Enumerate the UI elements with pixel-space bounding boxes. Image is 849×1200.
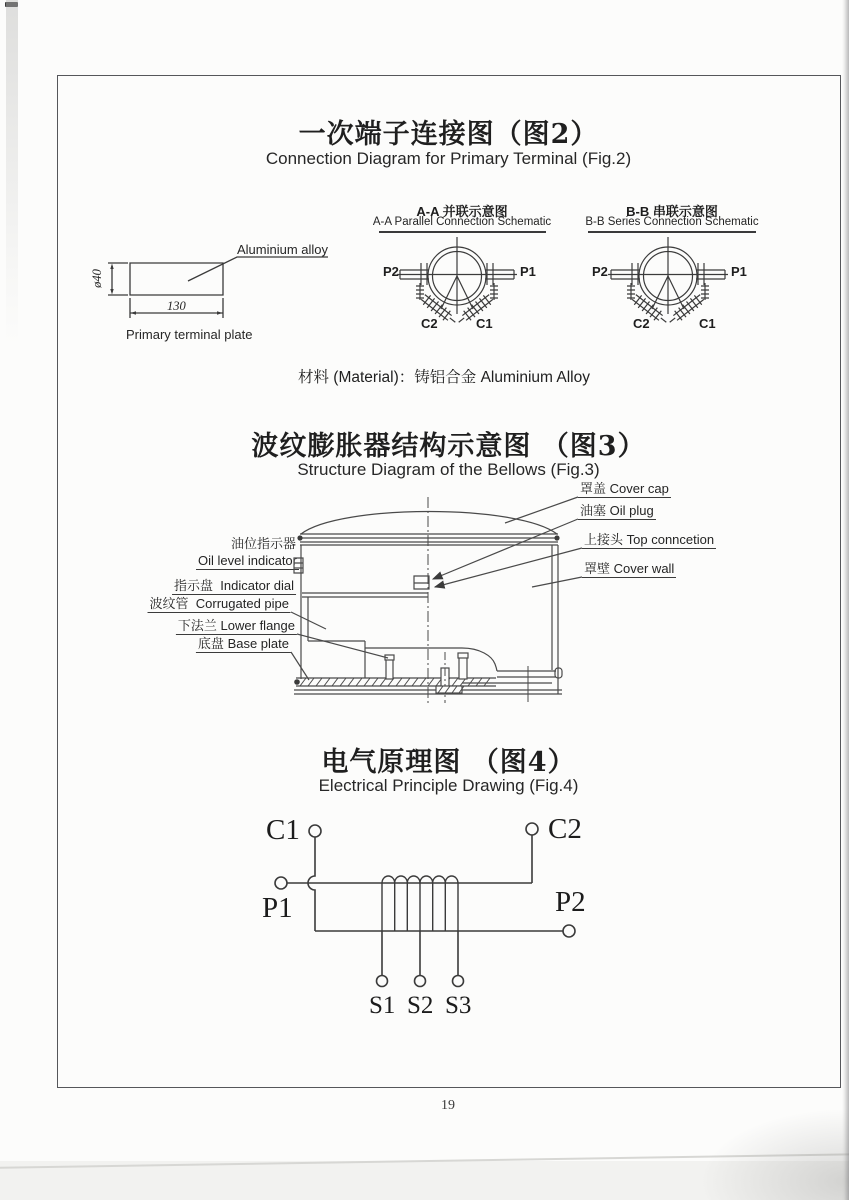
circuit-terminal-s1: S1 bbox=[369, 992, 396, 1019]
parallel-terminal-c2: C2 bbox=[421, 316, 438, 331]
page-number: 19 bbox=[441, 1098, 455, 1113]
fig4-title-en: Electrical Principle Drawing (Fig.4) bbox=[318, 776, 579, 795]
circuit-terminal-s2: S2 bbox=[407, 992, 434, 1019]
parallel-connection-drawing bbox=[397, 237, 517, 327]
label-cover-cap-en: Cover cap bbox=[609, 481, 669, 496]
fig3-title-en: Structure Diagram of the Bellows (Fig.3) bbox=[297, 460, 600, 479]
plate-callout-label: Aluminium alloy bbox=[237, 242, 329, 257]
label-base-plate-zh: 底盘 bbox=[197, 636, 224, 651]
label-cover-wall-en: Cover wall bbox=[613, 561, 675, 576]
label-oil-plug-en: Oil plug bbox=[609, 503, 654, 518]
label-oil-level-indicator-en: Oil level indicator bbox=[198, 553, 297, 568]
circuit-terminal-c2: C2 bbox=[548, 813, 582, 845]
series-connection-drawing bbox=[608, 237, 728, 327]
label-base-plate-en: Base plate bbox=[227, 636, 289, 651]
circuit-terminal-c1: C1 bbox=[266, 814, 300, 846]
series-terminal-p1: P1 bbox=[731, 264, 747, 279]
fig2-title-en: Connection Diagram for Primary Terminal (Fig.2) bbox=[265, 149, 632, 168]
series-schematic-title-en: B-B Series Connection Schematic bbox=[585, 216, 759, 228]
label-cover-cap-zh: 罩盖 bbox=[580, 481, 607, 496]
primary-terminal-plate-drawing bbox=[108, 257, 328, 318]
label-oil-level-indicator-zh: 油位指示器 bbox=[230, 536, 296, 551]
parallel-terminal-c1: C1 bbox=[476, 316, 493, 331]
fig3-title-zh: 波纹膨胀器结构示意图 （图3） bbox=[251, 431, 646, 462]
parallel-terminal-p2: P2 bbox=[383, 264, 399, 279]
series-schematic-title-zh: B-B 串联示意图 bbox=[626, 204, 718, 219]
fig4-title-zh: 电气原理图 （图4） bbox=[321, 747, 576, 778]
parallel-schematic-title-en: A-A Parallel Connection Schematic bbox=[372, 216, 552, 228]
parallel-schematic-title-zh: A-A 并联示意图 bbox=[416, 204, 508, 219]
plate-diameter-dim: ø40 bbox=[89, 269, 104, 288]
label-lower-flange-zh: 下法兰 bbox=[177, 618, 217, 633]
bellows-drawing bbox=[291, 497, 582, 703]
circuit-terminal-s3: S3 bbox=[445, 992, 472, 1019]
material-note: 材料 (Material)：铸铝合金 Aluminium Alloy bbox=[298, 369, 590, 386]
series-terminal-c1: C1 bbox=[699, 316, 716, 331]
label-top-connection-zh: 上接头 bbox=[584, 532, 624, 547]
label-cover-wall-zh: 罩壁 bbox=[584, 561, 611, 576]
series-terminal-c2: C2 bbox=[633, 316, 650, 331]
label-oil-plug-zh: 油塞 bbox=[580, 503, 607, 518]
label-indicator-dial-en: Indicator dial bbox=[220, 578, 294, 593]
label-top-connection-en: Top conncetion bbox=[626, 532, 715, 547]
plate-length-dim: 130 bbox=[167, 299, 186, 313]
circuit-terminal-p2: P2 bbox=[555, 886, 586, 918]
circuit-terminal-p1: P1 bbox=[262, 892, 293, 924]
series-terminal-p2: P2 bbox=[592, 264, 608, 279]
circuit-drawing bbox=[275, 823, 575, 987]
plate-caption: Primary terminal plate bbox=[126, 327, 253, 342]
parallel-terminal-p1: P1 bbox=[520, 264, 536, 279]
label-lower-flange-en: Lower flange bbox=[220, 618, 295, 633]
fig2-title-zh: 一次端子连接图（图2） bbox=[298, 119, 599, 150]
label-indicator-dial-zh: 指示盘 bbox=[174, 578, 214, 593]
label-corrugated-pipe-en: Corrugated pipe bbox=[195, 596, 289, 611]
label-corrugated-pipe-zh: 波纹管 bbox=[149, 596, 189, 611]
